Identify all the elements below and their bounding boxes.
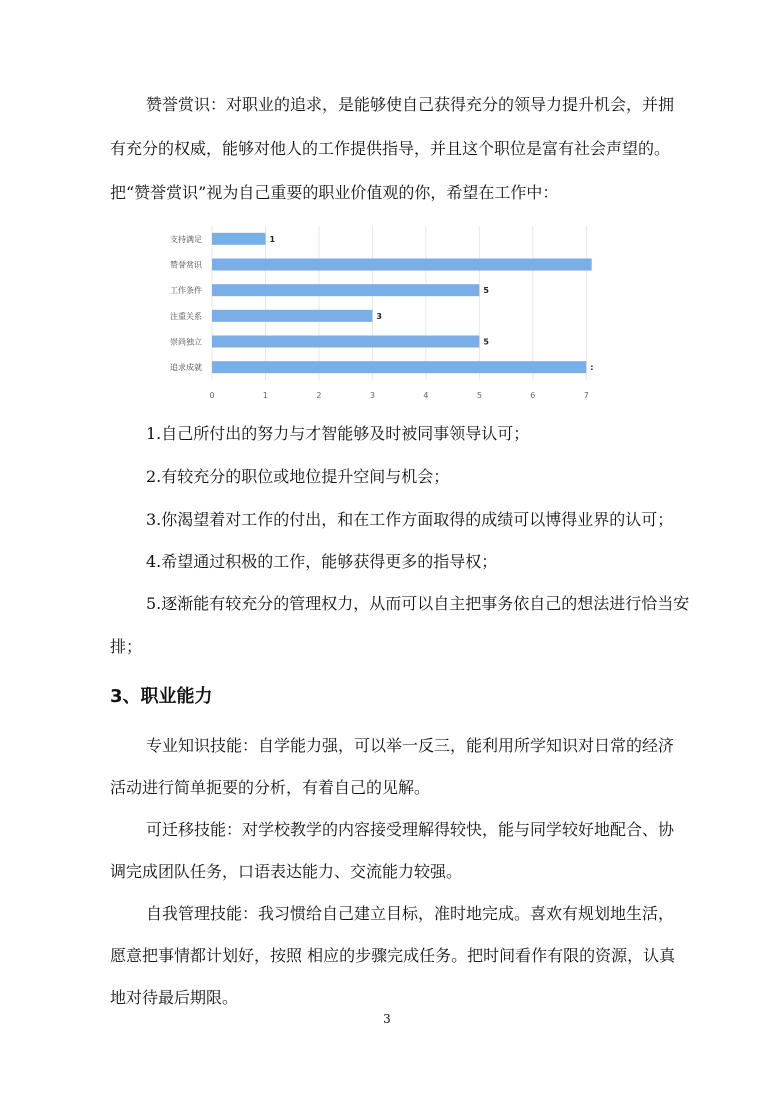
skills-self-management-line-3: 地对待最后期限。 xyxy=(110,988,239,1007)
bar-1 xyxy=(212,233,265,245)
list-item-2: 2.有较充分的职位或地位提升空间与机会； xyxy=(146,467,450,486)
data-label-1: 1 xyxy=(269,234,276,244)
skills-self-management-line-2: 愿意把事情都计划好，按照 相应的步骤完成任务。把时间看作有限的资源，认真 xyxy=(110,946,676,965)
bar-6 xyxy=(212,361,586,373)
x-tick-label-5: 5 xyxy=(476,391,482,400)
skills-self-management-line-1: 自我管理技能：我习惯给自己建立目标，准时地完成。喜欢有规划地生活， xyxy=(146,904,675,923)
list-item-5-continued: 排； xyxy=(110,637,143,656)
list-item-5: 5.逐渐能有较充分的管理权力，从而可以自主把事务依自己的想法进行恰当安 xyxy=(146,594,690,613)
page-number: 3 xyxy=(383,1012,391,1026)
bar-4 xyxy=(212,310,372,322)
x-tick-label-3: 3 xyxy=(369,391,375,400)
category-label-1: 支持满足 xyxy=(170,234,202,244)
x-tick-label-7: 7 xyxy=(583,391,589,400)
skills-professional-line-2: 活动进行简单扼要的分析，有着自己的见解。 xyxy=(110,778,431,797)
data-label-5: 5 xyxy=(483,337,489,347)
x-tick-label-2: 2 xyxy=(316,391,322,400)
category-label-3: 工作条件 xyxy=(170,286,202,296)
data-label-6: : xyxy=(590,363,594,373)
category-label-2: 赞誉赏识 xyxy=(170,260,202,270)
category-label-5: 崇尚独立 xyxy=(170,337,202,347)
intro-line-2: 有充分的权威，能够对他人的工作提供指导，并且这个职位是富有社会声望的。 xyxy=(110,139,671,158)
data-label-4: 3 xyxy=(376,311,382,321)
x-tick-label-6: 6 xyxy=(530,391,536,400)
x-tick-label-0: 0 xyxy=(209,391,215,400)
skills-professional-line-1: 专业知识技能：自学能力强，可以举一反三，能利用所学知识对日常的经济 xyxy=(146,736,675,755)
x-tick-label-1: 1 xyxy=(262,391,269,400)
bar-3 xyxy=(212,284,479,296)
skills-transferable-line-2: 调完成团队任务，口语表达能力、交流能力较强。 xyxy=(110,862,463,881)
list-item-1: 1.自己所付出的努力与才智能够及时被同事领导认可； xyxy=(146,424,530,443)
data-label-3: 5 xyxy=(483,286,489,296)
skills-transferable-line-1: 可迁移技能：对学校教学的内容接受理解得较快，能与同学较好地配合、协 xyxy=(146,820,675,839)
intro-line-1: 赞誉赏识：对职业的追求，是能够使自己获得充分的领导力提升机会，并拥 xyxy=(146,95,675,114)
section-heading: 3、职业能力 xyxy=(110,686,213,707)
list-item-3: 3.你渴望着对工作的付出，和在工作方面取得的成绩可以博得业界的认可； xyxy=(146,510,674,529)
intro-line-3: 把“赞誉赏识”视为自己重要的职业价值观的你，希望在工作中： xyxy=(110,183,559,202)
list-item-4: 4.希望通过积极的工作，能够获得更多的指导权； xyxy=(146,552,498,571)
category-label-6: 追求成就 xyxy=(170,363,202,373)
bar-2 xyxy=(212,259,592,271)
x-tick-label-4: 4 xyxy=(423,391,429,400)
bar-5 xyxy=(212,336,479,348)
category-label-4: 注重关系 xyxy=(170,311,202,321)
bar-chart xyxy=(160,222,620,407)
